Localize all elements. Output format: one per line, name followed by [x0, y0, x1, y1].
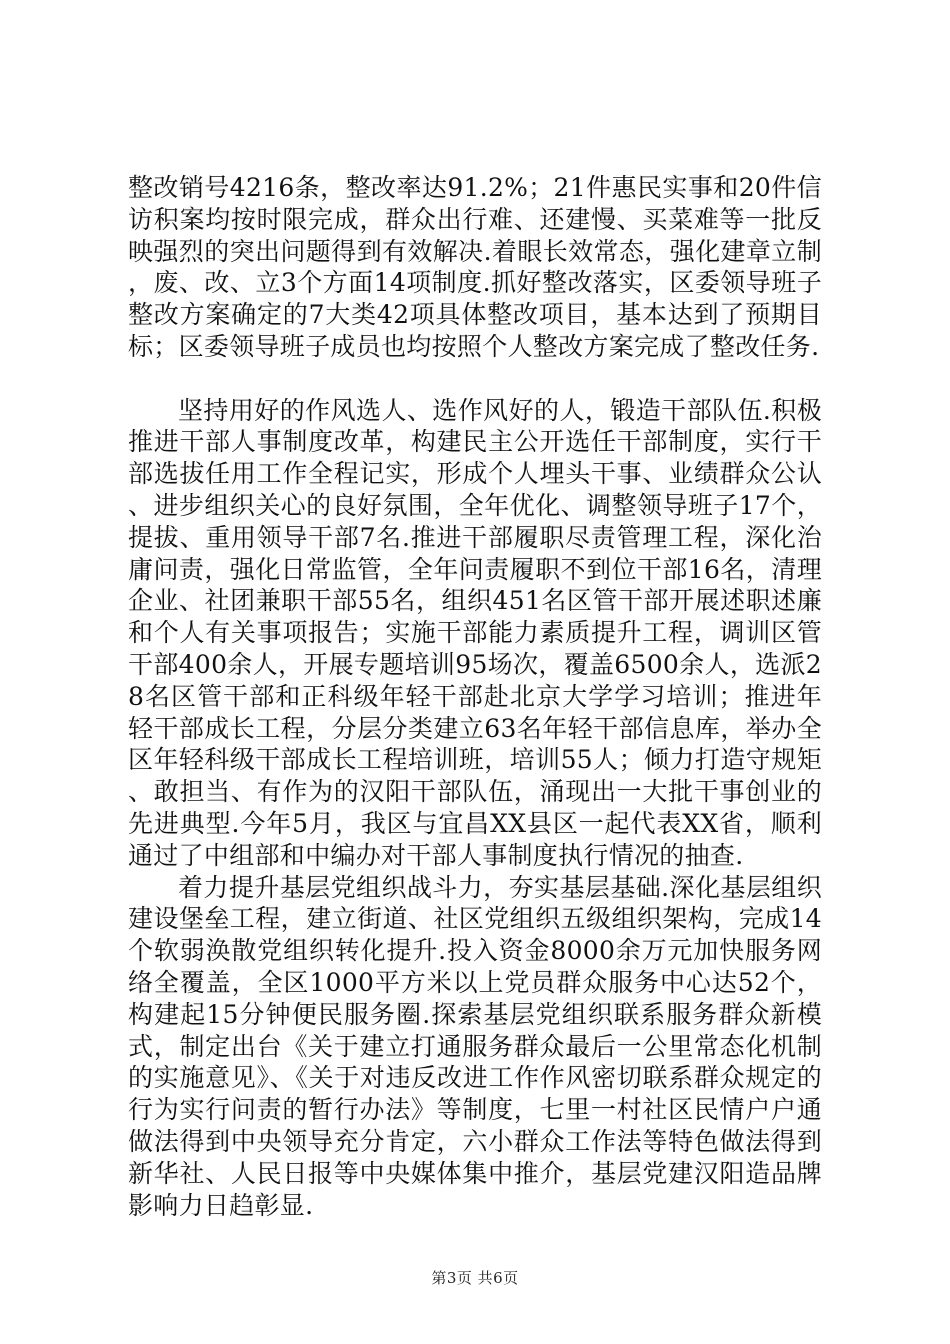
paragraph-rectification-results: 整改销号4216条，整改率达91.2%；21件惠民实事和20件信访积案均按时限完成，群众出行难、还建慢、买菜难等一批反映强烈的突出问题得到有效解决.着眼长效常态，强化建章立制，废、改、立3个方面14项制度.抓好整改落实，区委领导班子整改方案确定的7大类42项具体整改项目，基本达到了预期目标；区委领导班子成员也均按照个人整改方案完成了整改任务.: [128, 173, 822, 361]
page-number-footer: 第3页 共6页: [431, 1269, 519, 1287]
paragraph-cadre-team: 坚持用好的作风选人、选作风好的人，锻造干部队伍.积极推进干部人事制度改革，构建民主公开选任干部制度，实行干部选拔任用工作全程记实，形成个人埋头干事、业绩群众公认、进步组织关心的良好氛围，全年优化、调整领导班子17个，提拔、重用领导干部7名.推进干部履职尽责管理工程，深化治庸问责，强化日常监管，全年问责履职不到位干部16名，清理企业、社团兼职干部55名，组织451名区管干部开展述职述廉和个人有关事项报告；实施干部能力素质提升工程，调训区管干部400余人，开展专题培训95场次，覆盖6500余人，选派28名区管干部和正科级年轻干部赴北京大学学习培训；推进年轻干部成长工程，分层分类建立63名年轻干部信息库，举办全区年轻科级干部成长工程培训班，培训55人；倾力打造守规矩、敢担当、有作为的汉阳干部队伍，涌现出一大批干事创业的先进典型.今年5月，我区与宜昌XX县区一起代表XX省，顺利通过了中组部和中编办对干部人事制度执行情况的抽查.: [128, 395, 822, 870]
document-body: [128, 172, 822, 1221]
paragraph-grassroots-party: 着力提升基层党组织战斗力，夯实基层基础.深化基层组织建设堡垒工程，建立街道、社区党组织五级组织架构，完成14个软弱涣散党组织转化提升.投入资金8000余万元加快服务网络全覆盖，全区1000平方米以上党员群众服务中心达52个，构建起15分钟便民服务圈.探索基层党组织联系服务群众新模式，制定出台《关于建立打通服务群众最后一公里常态化机制的实施意见》、《关于对违反改进工作作风密切联系群众规定的行为实行问责的暂行办法》等制度，七里一村社区民情户户通做法得到中央领导充分肯定，六小群众工作法等特色做法得到新华社、人民日报等中央媒体集中推介，基层党建汉阳造品牌影响力日趋彰显.: [128, 872, 822, 1220]
